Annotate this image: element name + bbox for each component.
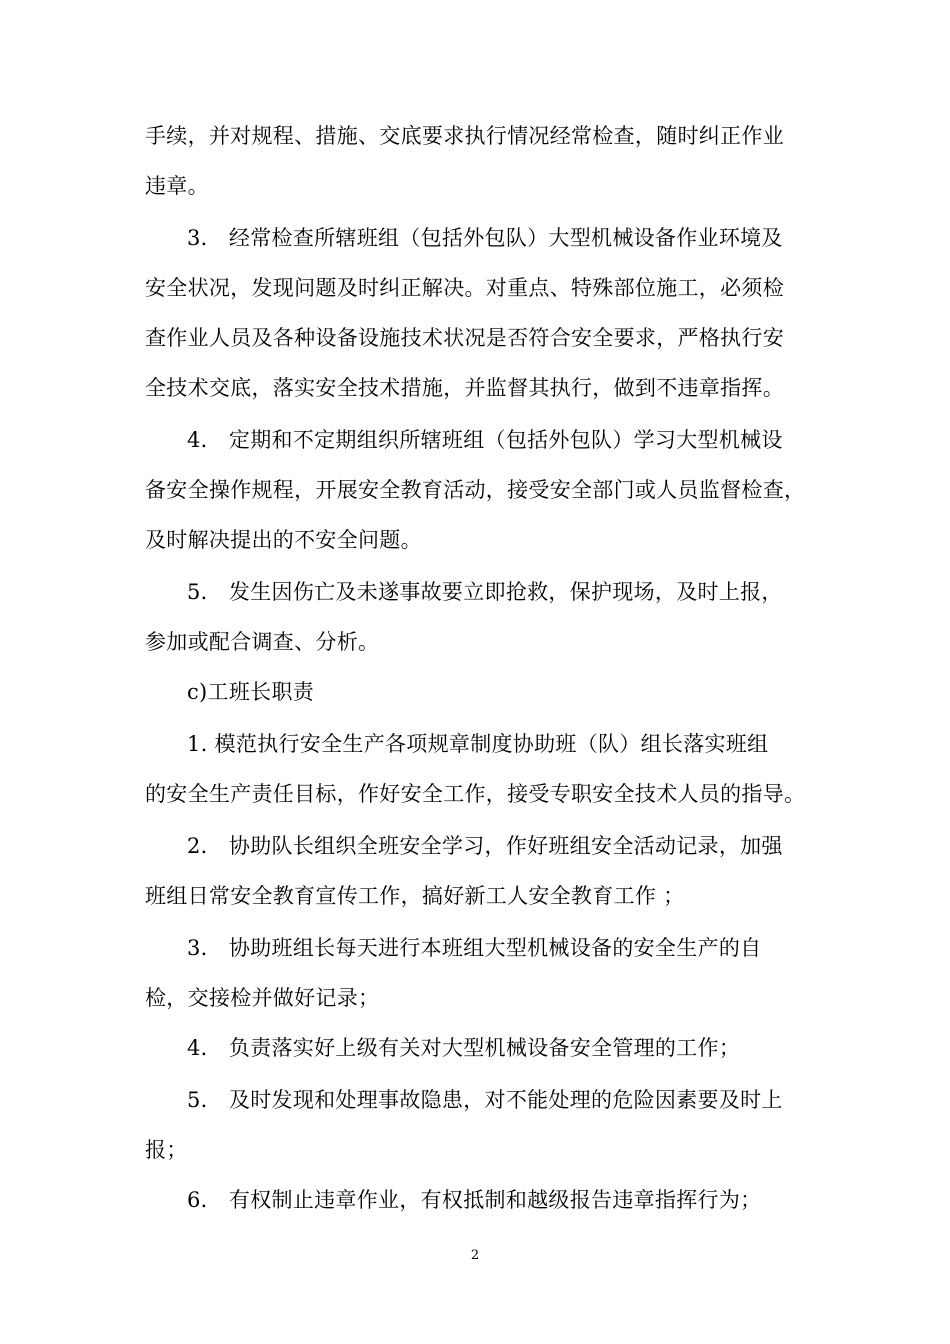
section-heading: c)工班长职责 (187, 680, 315, 704)
text-line: 4． 定期和不定期组织所辖班组（包括外包队）学习大型机械设 (187, 428, 783, 452)
text-line: 违章。 (145, 174, 209, 198)
text-line: 5． 及时发现和处理事故隐患，对不能处理的危险因素要及时上 (187, 1088, 783, 1112)
text-line: 班组日常安全教育宣传工作，搞好新工人安全教育工作 ； (145, 884, 685, 908)
text-line: 报； (145, 1138, 188, 1162)
text-line: 查作业人员及各种设备设施技术状况是否符合安全要求，严格执行安 (145, 326, 784, 350)
text-line: 6． 有权制止违章作业，有权抵制和越级报告违章指挥行为； (187, 1188, 762, 1212)
text-line: 3． 协助班组长每天进行本班组大型机械设备的安全生产的自 (187, 936, 762, 960)
text-line: 及时解决提出的不安全问题。 (145, 528, 422, 552)
text-line: 全技术交底，落实安全技术措施，并监督其执行，做到不违章指挥。 (145, 376, 784, 400)
text-line: 参加或配合调查、分析。 (145, 630, 380, 654)
text-line: 备安全操作规程，开展安全教育活动，接受安全部门或人员监督检查， (145, 478, 806, 502)
text-line: 检，交接检并做好记录； (145, 986, 380, 1010)
text-line: 3． 经常检查所辖班组（包括外包队）大型机械设备作业环境及 (187, 226, 783, 250)
text-line: 5． 发生因伤亡及未遂事故要立即抢救，保护现场，及时上报， (187, 580, 783, 604)
text-line: 手续，并对规程、措施、交底要求执行情况经常检查，随时纠正作业 (145, 124, 784, 148)
page-number: 2 (470, 1248, 480, 1263)
text-line: 1. 模范执行安全生产各项规章制度协助班（队）组长落实班组 (187, 732, 769, 756)
text-line: 安全状况，发现问题及时纠正解决。对重点、特殊部位施工，必须检 (145, 276, 784, 300)
text-line: 的安全生产责任目标，作好安全工作，接受专职安全技术人员的指导。 (145, 782, 806, 806)
text-line: 4． 负责落实好上级有关对大型机械设备安全管理的工作； (187, 1036, 741, 1060)
text-line: 2． 协助队长组织全班安全学习，作好班组安全活动记录，加强 (187, 834, 783, 858)
